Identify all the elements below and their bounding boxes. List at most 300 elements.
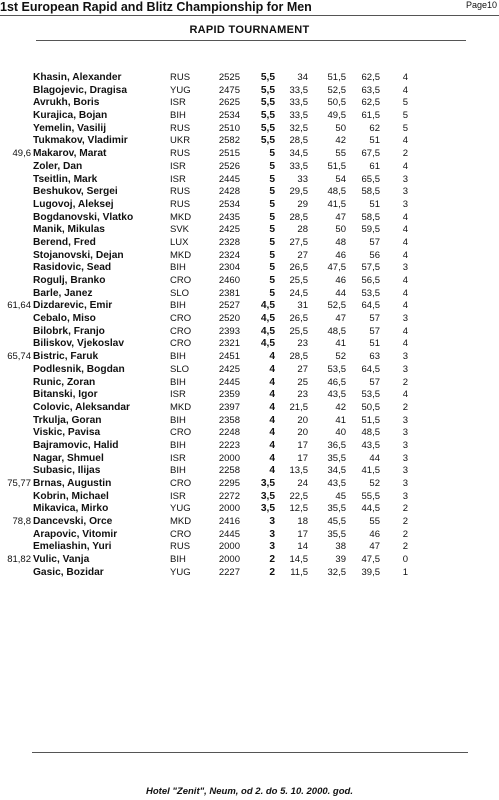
player-name: Stojanovski, Dejan [33,249,124,261]
footer-venue: Hotel "Zenit", Neum, od 2. do 5. 10. 2000. god. [146,786,353,797]
tiebreak-mark: 65,74 [7,351,31,363]
rating: 2534 [218,110,240,122]
tiebreak-4: 4 [402,249,408,261]
tiebreak-2: 50 [335,122,346,134]
tiebreak-1: 28,5 [289,351,308,363]
table-row [0,529,499,542]
table-row [0,135,499,148]
table-row [0,224,499,237]
tiebreak-4: 5 [402,110,408,122]
country-code: RUS [170,72,191,83]
tiebreak-2: 44 [335,287,346,299]
tiebreak-4: 4 [402,287,408,299]
table-row [0,567,499,580]
tiebreak-1: 17 [297,528,308,540]
tiebreak-1: 34,5 [289,148,308,160]
tiebreak-2: 46 [335,275,346,286]
player-name: Colovic, Aleksandar [33,401,131,413]
country-code: YUG [170,566,191,578]
points: 4,5 [260,300,275,312]
tiebreak-3: 65,5 [361,173,380,185]
rating: 2397 [218,401,240,413]
tiebreak-4: 1 [402,566,408,578]
tiebreak-2: 53,5 [327,363,346,375]
tiebreak-1: 32,5 [289,122,308,134]
tiebreak-3: 51 [369,338,380,350]
rating: 2582 [218,135,240,147]
table-row [0,491,499,504]
table-row [0,338,499,351]
tiebreak-2: 42 [335,401,346,413]
tiebreak-1: 13,5 [289,465,308,477]
tiebreak-2: 45,5 [327,516,346,528]
tiebreak-4: 4 [402,135,408,147]
points: 5,5 [260,122,275,134]
tiebreak-4: 4 [402,224,408,236]
table-row [0,174,499,187]
tiebreak-3: 59,5 [361,224,380,236]
table-row [0,85,499,98]
player-name: Lugovoj, Aleksej [33,198,114,210]
tiebreak-2: 52,5 [327,84,346,96]
points: 4,5 [260,313,275,325]
player-name: Viskic, Pavisa [33,427,101,439]
country-code: UKR [170,135,191,147]
rating: 2358 [218,414,240,426]
rating: 2520 [218,313,240,325]
tiebreak-3: 67,5 [361,148,380,160]
rating: 2425 [218,224,240,236]
points: 4 [269,376,275,388]
tiebreak-4: 4 [402,389,408,401]
tiebreak-2: 41 [335,414,346,426]
player-name: Mikavica, Mirko [33,503,109,515]
tiebreak-3: 50,5 [361,401,380,413]
tiebreak-2: 48 [335,236,346,248]
country-code: RUS [170,198,191,210]
tiebreak-2: 48,5 [327,186,346,198]
tiebreak-1: 29,5 [289,186,308,198]
rating: 2416 [218,516,240,528]
points: 3 [269,541,275,553]
table-row [0,440,499,453]
tiebreak-4: 0 [402,554,408,566]
rating: 2393 [218,325,240,337]
tiebreak-1: 24,5 [289,287,308,299]
rating: 2295 [218,478,240,489]
tiebreak-4: 2 [402,516,408,528]
tiebreak-1: 33,5 [289,160,308,172]
tiebreak-mark: 75,77 [7,478,31,489]
table-row [0,97,499,110]
tiebreak-1: 22,5 [289,490,308,502]
player-name: Rasidovic, Sead [33,262,112,274]
tiebreak-1: 17 [297,452,308,464]
tiebreak-1: 25,5 [289,275,308,286]
tiebreak-2: 39 [335,554,346,566]
tiebreak-4: 4 [402,338,408,350]
tiebreak-3: 47,5 [361,554,380,566]
player-name: Blagojevic, Dragisa [33,84,127,96]
rating: 2428 [218,186,240,198]
points: 5 [269,236,275,248]
country-code: RUS [170,148,191,160]
table-row [0,148,499,161]
tiebreak-2: 42 [335,135,346,147]
table-row [0,364,499,377]
player-name: Vulic, Vanja [33,554,90,566]
country-code: MKD [170,401,192,413]
tiebreak-1: 33,5 [289,84,308,96]
player-name: Kobrin, Michael [33,490,109,502]
country-code: ISR [170,452,186,464]
tiebreak-4: 2 [402,376,408,388]
rating: 2435 [218,211,240,223]
player-name: Tukmakov, Vladimir [33,135,128,147]
country-code: CRO [170,275,192,286]
player-name: Podlesnik, Bogdan [33,363,125,375]
country-code: MKD [170,249,192,261]
tiebreak-4: 3 [402,478,408,489]
tiebreak-4: 3 [402,351,408,363]
country-code: CRO [170,478,192,489]
rating: 2258 [218,465,240,477]
table-row [0,478,499,491]
tiebreak-2: 32,5 [327,566,346,578]
tiebreak-3: 63 [369,351,380,363]
country-code: ISR [170,389,186,401]
tiebreak-4: 3 [402,186,408,198]
tiebreak-3: 64,5 [361,363,380,375]
tiebreak-3: 55 [369,516,380,528]
tiebreak-3: 57 [369,313,380,325]
player-name: Barle, Janez [33,287,93,299]
country-code: BIH [170,465,186,477]
points: 4 [269,414,275,426]
tiebreak-4: 3 [402,363,408,375]
table-row [0,123,499,136]
player-name: Dancevski, Orce [33,516,113,528]
tiebreak-2: 41 [335,338,346,350]
tiebreak-1: 23 [297,389,308,401]
tiebreak-3: 51 [369,198,380,210]
points: 5 [269,198,275,210]
country-code: ISR [170,97,186,109]
tiebreak-4: 5 [402,122,408,134]
tiebreak-1: 24 [297,478,308,489]
rating: 2227 [218,566,240,578]
tiebreak-4: 2 [402,528,408,540]
tiebreak-1: 25 [297,376,308,388]
tiebreak-3: 46 [369,528,380,540]
tiebreak-3: 53,5 [361,287,380,299]
rating: 2527 [218,300,240,312]
tiebreak-3: 47 [369,541,380,553]
tiebreak-3: 56,5 [361,275,380,286]
player-name: Beshukov, Sergei [33,186,118,198]
rating: 2534 [218,198,240,210]
tiebreak-3: 61 [369,160,380,172]
rating: 2321 [218,338,240,350]
table-row [0,453,499,466]
tiebreak-4: 4 [402,84,408,96]
points: 5 [269,148,275,160]
table-row [0,415,499,428]
tiebreak-4: 4 [402,300,408,312]
country-code: RUS [170,122,191,134]
table-row [0,516,499,529]
table-row [0,199,499,212]
points: 3 [269,528,275,540]
tiebreak-mark: 49,6 [12,148,31,160]
points: 3,5 [260,503,275,515]
points: 5 [269,224,275,236]
points: 4 [269,465,275,477]
tiebreak-3: 43,5 [361,439,380,451]
tiebreak-4: 3 [402,313,408,325]
tiebreak-3: 44,5 [361,503,380,515]
country-code: BIH [170,439,186,451]
table-row [0,262,499,275]
rating: 2526 [218,160,240,172]
tiebreak-4: 3 [402,262,408,274]
player-name: Bistric, Faruk [33,351,99,363]
tiebreak-4: 2 [402,148,408,160]
rating: 2272 [218,490,240,502]
footer-divider [32,752,468,753]
points: 5 [269,186,275,198]
tiebreak-1: 26,5 [289,313,308,325]
tiebreak-3: 57,5 [361,262,380,274]
page-number: Page10 [465,0,497,10]
tiebreak-1: 33,5 [289,97,308,109]
player-name: Dizdarevic, Emir [33,300,113,312]
country-code: BIH [170,110,186,122]
tiebreak-1: 20 [297,427,308,439]
country-code: MKD [170,516,192,528]
tiebreak-4: 3 [402,490,408,502]
points: 4,5 [260,338,275,350]
tiebreak-2: 48,5 [327,325,346,337]
player-name: Yemelin, Vasilij [33,122,107,134]
rating: 2223 [218,439,240,451]
tiebreak-3: 57 [369,376,380,388]
points: 4 [269,351,275,363]
rating: 2328 [218,236,240,248]
points: 5,5 [260,135,275,147]
player-name: Makarov, Marat [33,148,107,160]
tiebreak-3: 55,5 [361,490,380,502]
tiebreak-1: 33 [297,173,308,185]
tiebreak-2: 46,5 [327,376,346,388]
tiebreak-3: 58,5 [361,186,380,198]
tiebreak-3: 58,5 [361,211,380,223]
player-name: Berend, Fred [33,236,96,248]
tiebreak-3: 64,5 [361,300,380,312]
rating: 2475 [218,84,240,96]
tiebreak-3: 44 [369,452,380,464]
country-code: CRO [170,313,192,325]
points: 5,5 [260,97,275,109]
rating: 2510 [218,122,240,134]
tiebreak-4: 5 [402,97,408,109]
tiebreak-2: 45 [335,490,346,502]
country-code: BIH [170,351,186,363]
tiebreak-1: 27 [297,363,308,375]
tiebreak-1: 20 [297,414,308,426]
rating: 2445 [218,173,240,185]
tiebreak-3: 51,5 [361,414,380,426]
player-name: Emeliashin, Yuri [33,541,112,553]
points: 5 [269,211,275,223]
rating: 2451 [218,351,240,363]
rating: 2000 [218,541,240,553]
tiebreak-2: 51,5 [327,160,346,172]
tiebreak-2: 52 [335,351,346,363]
tiebreak-4: 3 [402,439,408,451]
tiebreak-1: 33,5 [289,110,308,122]
tiebreak-1: 34 [297,72,308,83]
rating: 2515 [218,148,240,160]
player-name: Biliskov, Vjekoslav [33,338,124,350]
tiebreak-4: 4 [402,211,408,223]
tiebreak-2: 41,5 [327,198,346,210]
country-code: YUG [170,84,191,96]
tiebreak-3: 62,5 [361,97,380,109]
document-title: 1st European Rapid and Blitz Championship for Men [0,0,312,14]
points: 3,5 [260,490,275,502]
player-name: Tseitlin, Mark [33,173,98,185]
tiebreak-2: 52,5 [327,300,346,312]
rating: 2445 [218,376,240,388]
tiebreak-4: 3 [402,414,408,426]
tiebreak-3: 61,5 [361,110,380,122]
tiebreak-1: 14 [297,541,308,553]
rating: 2445 [218,528,240,540]
rating: 2000 [218,452,240,464]
table-row [0,300,499,313]
tiebreak-1: 18 [297,516,308,528]
rating: 2359 [218,389,240,401]
tiebreak-1: 11,5 [290,566,308,578]
points: 5 [269,262,275,274]
tiebreak-4: 4 [402,275,408,286]
tiebreak-1: 26,5 [289,262,308,274]
tiebreak-2: 47,5 [327,262,346,274]
table-row [0,212,499,225]
points: 2 [269,554,275,566]
tiebreak-2: 50,5 [327,97,346,109]
player-name: Brnas, Augustin [33,478,112,489]
header-divider [0,15,499,16]
points: 4 [269,452,275,464]
tiebreak-1: 12,5 [289,503,308,515]
table-row [0,377,499,390]
tiebreak-2: 36,5 [327,439,346,451]
tiebreak-1: 28,5 [289,135,308,147]
points: 5 [269,287,275,299]
player-name: Cebalo, Miso [33,313,96,325]
rating: 2324 [218,249,240,261]
tiebreak-2: 54 [335,173,346,185]
table-row [0,161,499,174]
tiebreak-4: 4 [402,236,408,248]
country-code: BIH [170,414,186,426]
table-row [0,554,499,567]
standings-table [0,72,499,580]
tiebreak-2: 49,5 [327,110,346,122]
tiebreak-2: 35,5 [327,528,346,540]
points: 4,5 [260,325,275,337]
points: 5 [269,249,275,261]
tiebreak-2: 47 [335,211,346,223]
points: 4 [269,389,275,401]
country-code: SLO [170,287,190,299]
tiebreak-3: 53,5 [361,389,380,401]
country-code: MKD [170,211,192,223]
tiebreak-2: 47 [335,313,346,325]
country-code: CRO [170,325,192,337]
tiebreak-3: 57 [369,236,380,248]
country-code: SLO [170,363,190,375]
tiebreak-4: 3 [402,452,408,464]
player-name: Nagar, Shmuel [33,452,104,464]
country-code: YUG [170,503,191,515]
tiebreak-1: 27 [297,249,308,261]
table-row [0,503,499,516]
rating: 2425 [218,363,240,375]
points: 5 [269,173,275,185]
player-name: Trkulja, Goran [33,414,102,426]
table-row [0,250,499,263]
tiebreak-4: 3 [402,465,408,477]
tiebreak-4: 3 [402,198,408,210]
player-name: Arapovic, Vitomir [33,528,118,540]
tiebreak-1: 17 [297,439,308,451]
tiebreak-4: 4 [402,72,408,83]
country-code: BIH [170,300,186,312]
tiebreak-1: 29 [297,198,308,210]
points: 5 [269,160,275,172]
tiebreak-3: 39,5 [361,566,380,578]
country-code: ISR [170,160,186,172]
tiebreak-4: 2 [402,401,408,413]
tiebreak-3: 62 [369,122,380,134]
player-name: Khasin, Alexander [33,72,122,83]
points: 2 [269,566,275,578]
table-row [0,351,499,364]
table-row [0,402,499,415]
tiebreak-4: 4 [402,325,408,337]
table-row [0,541,499,554]
tiebreak-3: 56 [369,249,380,261]
rating: 2304 [218,262,240,274]
country-code: BIH [170,262,186,274]
player-name: Manik, Mikulas [33,224,105,236]
rating: 2625 [218,97,240,109]
tiebreak-2: 38 [335,541,346,553]
table-row [0,288,499,301]
rating: 2000 [218,554,240,566]
player-name: Bajramovic, Halid [33,439,119,451]
player-name: Zoler, Dan [33,160,83,172]
tiebreak-mark: 61,64 [7,300,31,312]
table-row [0,427,499,440]
tiebreak-3: 62,5 [361,72,380,83]
player-name: Kurajica, Bojan [33,110,108,122]
tiebreak-1: 21,5 [289,401,308,413]
tiebreak-1: 27,5 [289,236,308,248]
